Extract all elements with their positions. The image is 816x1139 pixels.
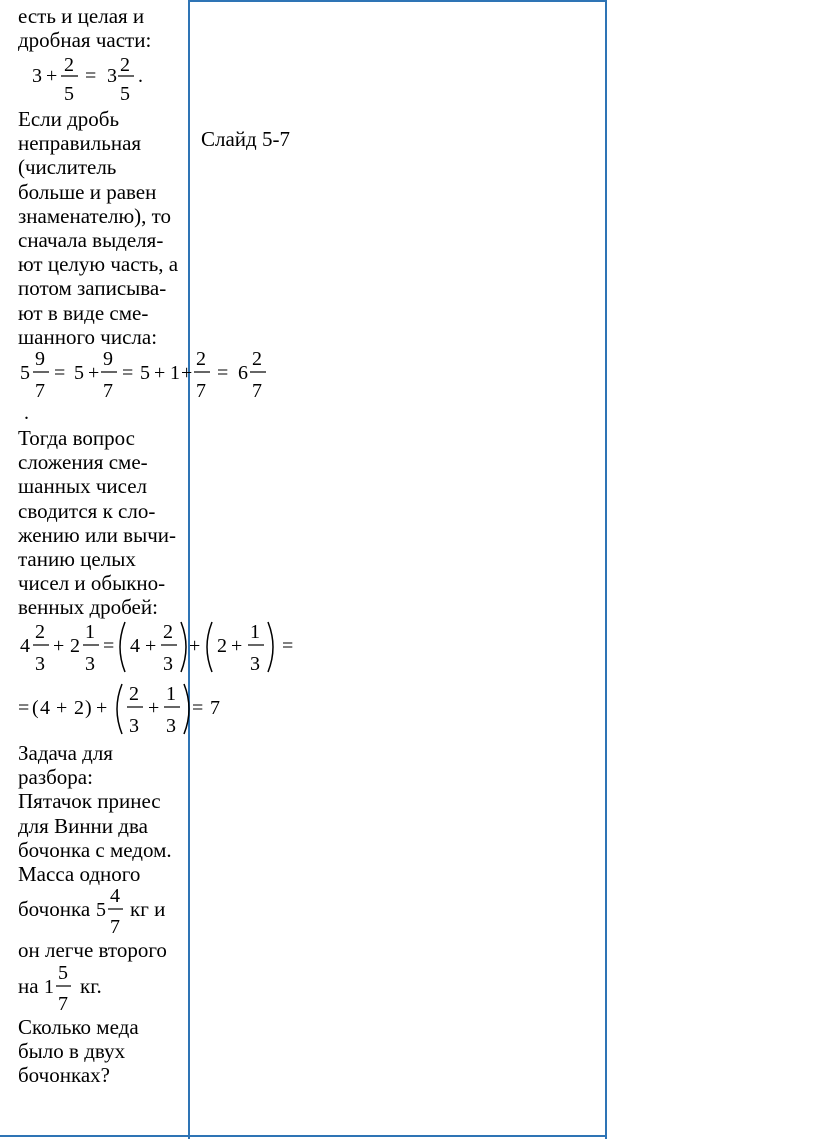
equation-3 — [18, 618, 298, 680]
frac-denominator: 7 — [58, 993, 68, 1015]
eq-end: . — [138, 65, 143, 87]
eq-op: = — [18, 697, 30, 719]
frac-numerator: 2 — [196, 348, 206, 370]
text-line: жению или вычи- — [18, 522, 176, 547]
inline-text: бочонка — [18, 897, 91, 921]
eq-op: = — [217, 362, 229, 384]
text-line: дробная части: — [18, 28, 152, 53]
eq-term: 4 — [130, 635, 140, 657]
table-border-bottom — [0, 1135, 607, 1137]
eq-term: 5 — [140, 362, 150, 384]
paren-right-sm: ) — [85, 697, 92, 719]
table-border-right — [605, 0, 607, 1139]
eq-end: . — [24, 402, 29, 424]
text-line: Если дробь — [18, 107, 120, 131]
equation-1 — [18, 52, 158, 108]
table-border-left-col — [188, 0, 190, 1139]
frac-denominator: 3 — [35, 653, 45, 675]
eq-op: = — [192, 697, 204, 719]
text-line: сводится к сло- — [18, 498, 156, 523]
eq-op: + — [46, 65, 58, 87]
text-paragraph-4 — [18, 741, 172, 886]
text-line: Тогда вопрос — [18, 426, 135, 450]
paren-right — [268, 622, 273, 672]
text-line: чисел и обыкно- — [18, 571, 166, 596]
text-line: Пятачок принес — [18, 789, 161, 814]
text-line: шанных чисел — [18, 474, 148, 499]
eq-op: = — [85, 65, 97, 87]
text-line: Масса одного — [18, 862, 141, 887]
eq-op: + — [189, 635, 201, 657]
text-line: знаменателю), то — [18, 203, 172, 228]
text-paragraph-1 — [18, 4, 151, 52]
eq-op: = — [122, 362, 134, 384]
frac-numerator: 1 — [250, 621, 260, 643]
frac-numerator: 2 — [35, 621, 45, 643]
text-line: ют в виде сме- — [18, 300, 149, 325]
eq-term: 1 — [170, 362, 180, 384]
eq-op: = — [282, 635, 294, 657]
eq-op: + — [231, 635, 243, 657]
text-line: бочонках? — [18, 1063, 110, 1088]
text-line: шанного числа: — [18, 324, 158, 349]
frac-numerator: 2 — [252, 348, 262, 370]
frac-numerator: 2 — [64, 54, 74, 76]
paren-left — [207, 622, 212, 672]
text-line: сложения сме- — [18, 450, 148, 475]
eq-term: 2 — [70, 635, 80, 657]
frac-denominator: 3 — [250, 653, 260, 675]
text-line: больше и равен — [18, 179, 157, 204]
eq-term: 5 — [74, 362, 84, 384]
text-line: Сколько меда — [18, 1015, 139, 1039]
eq-term: 2 — [74, 697, 84, 719]
text-paragraph-3 — [18, 426, 176, 620]
eq-op: + — [148, 697, 160, 719]
frac-numerator: 1 — [85, 621, 95, 643]
eq-op: + — [181, 362, 193, 384]
text-line: есть и целая и — [18, 4, 145, 28]
text-line: бочонка с медом. — [18, 837, 172, 862]
frac-numerator: 9 — [103, 348, 113, 370]
eq-op: + — [145, 635, 157, 657]
eq-term: 6 — [238, 362, 248, 384]
frac-denominator: 3 — [129, 715, 139, 737]
frac-numerator: 1 — [166, 683, 176, 705]
frac-denominator: 3 — [166, 715, 176, 737]
frac-denominator: 5 — [120, 83, 130, 105]
paren-left-sm: ( — [32, 697, 39, 719]
inline-text: кг и — [130, 897, 166, 921]
inline-text: кг. — [80, 974, 102, 998]
frac-denominator: 5 — [64, 83, 74, 105]
paren-left — [117, 684, 122, 734]
text-line: венных дробей: — [18, 595, 158, 620]
eq-op: = — [54, 362, 66, 384]
eq-op: + — [56, 697, 68, 719]
slide-reference: Слайд 5-7 — [201, 127, 290, 151]
eq-term: 5 — [96, 899, 106, 921]
table-border-top — [188, 0, 607, 2]
eq-term: 5 — [20, 362, 30, 384]
mass-line — [18, 885, 188, 941]
text-line: разбора: — [18, 765, 93, 790]
frac-denominator: 7 — [252, 380, 262, 402]
eq-term: 2 — [217, 635, 227, 657]
frac-denominator: 7 — [103, 380, 113, 402]
eq-term: 4 — [20, 635, 30, 657]
paren-right — [184, 684, 189, 734]
eq-term: 1 — [44, 976, 54, 998]
inline-text: на — [18, 974, 39, 998]
equation-4 — [18, 680, 228, 742]
eq-term: 3 — [32, 65, 42, 87]
text-line: Задача для — [18, 741, 113, 765]
frac-numerator: 5 — [58, 962, 68, 984]
text-line: (числитель — [18, 155, 117, 180]
text-paragraph-5 — [18, 938, 167, 962]
frac-denominator: 7 — [35, 380, 45, 402]
frac-numerator: 2 — [129, 683, 139, 705]
frac-numerator: 2 — [163, 621, 173, 643]
frac-denominator: 7 — [110, 916, 120, 938]
equation-2 — [18, 345, 278, 425]
text-line: неправильная — [18, 131, 142, 156]
paren-left — [120, 622, 125, 672]
text-line: потом записыва- — [18, 276, 167, 301]
text-line: ют целую часть, а — [18, 252, 179, 277]
eq-op: + — [88, 362, 100, 384]
text-line: сначала выделя- — [18, 228, 164, 253]
eq-op: = — [103, 635, 115, 657]
eq-term: 3 — [107, 65, 117, 87]
text-line: танию целых — [18, 547, 136, 572]
frac-numerator: 2 — [120, 54, 130, 76]
frac-denominator: 3 — [85, 653, 95, 675]
frac-denominator: 3 — [163, 653, 173, 675]
text-paragraph-2 — [18, 107, 178, 349]
frac-numerator: 4 — [110, 885, 120, 907]
paren-right — [181, 622, 186, 672]
eq-op: + — [96, 697, 108, 719]
text-line: для Винни два — [18, 813, 148, 838]
frac-numerator: 9 — [35, 348, 45, 370]
frac-denominator: 7 — [196, 380, 206, 402]
eq-op: + — [53, 635, 65, 657]
eq-term: 4 — [40, 697, 50, 719]
text-paragraph-6 — [18, 1015, 139, 1088]
text-line: он легче второго — [18, 938, 167, 962]
eq-op: + — [154, 362, 166, 384]
text-line: было в двух — [18, 1039, 126, 1064]
eq-result: 7 — [210, 697, 220, 719]
diff-line — [18, 962, 158, 1018]
